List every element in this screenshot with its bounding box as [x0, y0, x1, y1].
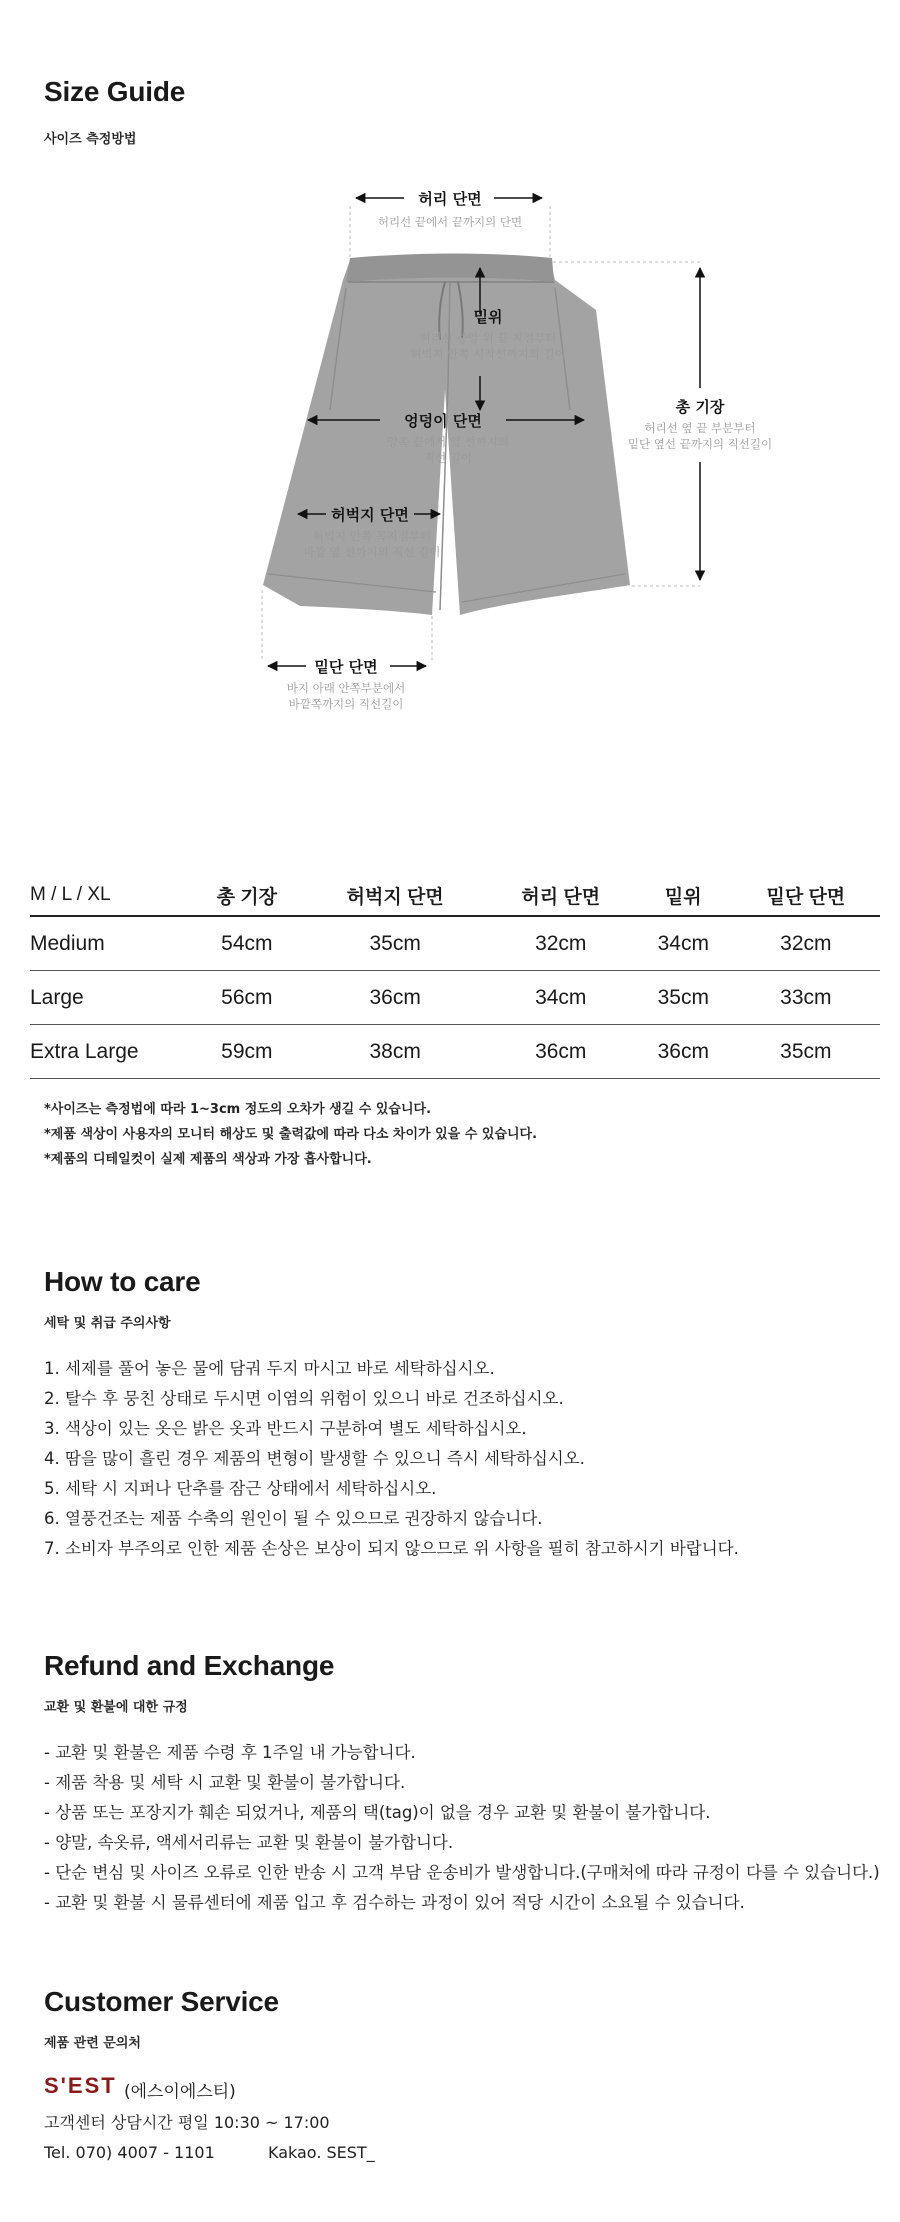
cell-waist: 34cm — [487, 971, 635, 1025]
cell-waist: 36cm — [487, 1025, 635, 1079]
size-notes — [44, 1097, 537, 1172]
table-header-row — [30, 875, 880, 916]
cs-kakao: Kakao. SEST_ — [268, 2143, 375, 2162]
list-item: 2. 탈수 후 뭉친 상태로 두시면 이염의 위험이 있으니 바로 건조하십시오. — [44, 1389, 564, 1408]
cell-waist: 32cm — [487, 916, 635, 971]
refund-title: Refund and Exchange — [44, 1650, 335, 1681]
list-item: 6. 열풍건조는 제품 수축의 원인이 될 수 있으므로 권장하지 않습니다. — [44, 1509, 543, 1528]
cell-total-length: 56cm — [190, 971, 304, 1025]
refund-list — [44, 1738, 880, 1918]
cell-total-length: 59cm — [190, 1025, 304, 1079]
list-item: - 상품 또는 포장지가 훼손 되었거나, 제품의 택(tag)이 없을 경우 교환 및 환불이 불가합니다. — [44, 1803, 711, 1822]
list-item: 3. 색상이 있는 옷은 밝은 옷과 반드시 구분하여 별도 세탁하십시오. — [44, 1419, 527, 1438]
list-item: 5. 세탁 시 지퍼나 단추를 잠근 상태에서 세탁하십시오. — [44, 1479, 437, 1498]
table-row — [30, 916, 880, 971]
list-item: 1. 세제를 풀어 놓은 물에 담궈 두지 마시고 바로 세탁하십시오. — [44, 1359, 495, 1378]
cs-title: Customer Service — [44, 1986, 279, 2017]
thigh-label: 허벅지 단면 — [331, 506, 409, 524]
care-title: How to care — [44, 1266, 201, 1297]
list-item: - 양말, 속옷류, 액세서리류는 교환 및 환불이 불가합니다. — [44, 1833, 454, 1852]
header-size: M / L / XL — [30, 875, 190, 916]
header-thigh: 허벅지 단면 — [304, 875, 487, 916]
cell-size: Extra Large — [30, 1025, 190, 1079]
refund-subtitle: 교환 및 환불에 대한 규정 — [44, 1700, 188, 1715]
cell-rise: 35cm — [635, 971, 732, 1025]
cell-thigh: 38cm — [304, 1025, 487, 1079]
header-rise: 밑위 — [635, 875, 732, 916]
note-line: *제품의 디테일컷이 실제 제품의 색상과 가장 흡사합니다. — [44, 1152, 372, 1167]
header-total-length: 총 기장 — [190, 875, 304, 916]
total-length-label: 총 기장 — [675, 398, 725, 416]
hip-note-1: 양쪽 끝에서 옆 선까지의 — [386, 435, 510, 449]
note-line: *사이즈는 측정법에 따라 1~3cm 정도의 오차가 생길 수 있습니다. — [44, 1102, 432, 1117]
cs-hours: 고객센터 상담시간 평일 10:30 ~ 17:00 — [44, 2113, 330, 2132]
cell-size: Large — [30, 971, 190, 1025]
header-hem: 밑단 단면 — [732, 875, 880, 916]
total-length-note-2: 밑단 옆선 끝까지의 직선길이 — [627, 437, 773, 451]
cell-rise: 34cm — [635, 916, 732, 971]
cell-size: Medium — [30, 916, 190, 971]
size-diagram — [0, 170, 900, 730]
cell-total-length: 54cm — [190, 916, 304, 971]
thigh-note-2: 바깥 옆 선까지의 직선 길이 — [303, 545, 441, 559]
size-guide-subtitle: 사이즈 측정방법 — [44, 132, 137, 147]
rise-label: 밑위 — [473, 308, 503, 326]
rise-note-2: 허벅지 안쪽 시작선까지의 길이 — [410, 347, 566, 361]
header-waist: 허리 단면 — [487, 875, 635, 916]
size-table — [30, 875, 880, 1079]
cell-thigh: 35cm — [304, 916, 487, 971]
cell-rise: 36cm — [635, 1025, 732, 1079]
cell-thigh: 36cm — [304, 971, 487, 1025]
list-item: - 교환 및 환불 시 물류센터에 제품 입고 후 검수하는 과정이 있어 적당 시간이 소요될 수 있습니다. — [44, 1893, 745, 1912]
care-list — [44, 1354, 739, 1564]
thigh-note-1: 허벅지 안쪽 꼭지점부터 — [312, 529, 432, 543]
hip-label: 엉덩이 단면 — [404, 412, 482, 430]
brand-logo: S'EST — [44, 2073, 117, 2098]
cs-tel: Tel. 070) 4007 - 1101 — [44, 2143, 215, 2162]
list-item: 4. 땀을 많이 흘린 경우 제품의 변형이 발생할 수 있으니 즉시 세탁하십시오. — [44, 1449, 585, 1468]
list-item: - 제품 착용 및 세탁 시 교환 및 환불이 불가합니다. — [44, 1773, 406, 1792]
size-guide-title: Size Guide — [44, 76, 186, 107]
table-row — [30, 971, 880, 1025]
cell-hem: 33cm — [732, 971, 880, 1025]
cell-hem: 32cm — [732, 916, 880, 971]
waist-note: 허리선 끝에서 끝까지의 단면 — [377, 215, 523, 229]
hem-note-2: 바깥쪽까지의 직선길이 — [288, 697, 404, 711]
list-item: - 단순 변심 및 사이즈 오류로 인한 반송 시 고객 부담 운송비가 발생합니다.(구매처에 따라 규정이 다를 수 있습니다.) — [44, 1863, 880, 1882]
hem-label: 밑단 단면 — [314, 658, 378, 676]
cell-hem: 35cm — [732, 1025, 880, 1079]
list-item: - 교환 및 환불은 제품 수령 후 1주일 내 가능합니다. — [44, 1743, 416, 1762]
total-length-note-1: 허리선 옆 끝 부분부터 — [644, 421, 756, 435]
cs-subtitle: 제품 관련 문의처 — [44, 2036, 141, 2051]
table-row — [30, 1025, 880, 1079]
list-item: 7. 소비자 부주의로 인한 제품 손상은 보상이 되지 않으므로 위 사항을 필히 참고하시기 바랍니다. — [44, 1539, 739, 1558]
waist-label: 허리 단면 — [418, 190, 482, 208]
note-line: *제품 색상이 사용자의 모니터 해상도 및 출력값에 따라 다소 차이가 있을 수 있습니다. — [44, 1127, 538, 1142]
hip-note-2: 직선 길이 — [423, 451, 473, 465]
hem-note-1: 바지 아래 안쪽부분에서 — [286, 681, 406, 695]
rise-note-1: 허리선 중앙 위 끝 지점부터 — [419, 331, 557, 345]
brand-korean-name: (에스이에스티) — [124, 2082, 236, 2102]
care-subtitle: 세탁 및 취급 주의사항 — [44, 1316, 171, 1331]
